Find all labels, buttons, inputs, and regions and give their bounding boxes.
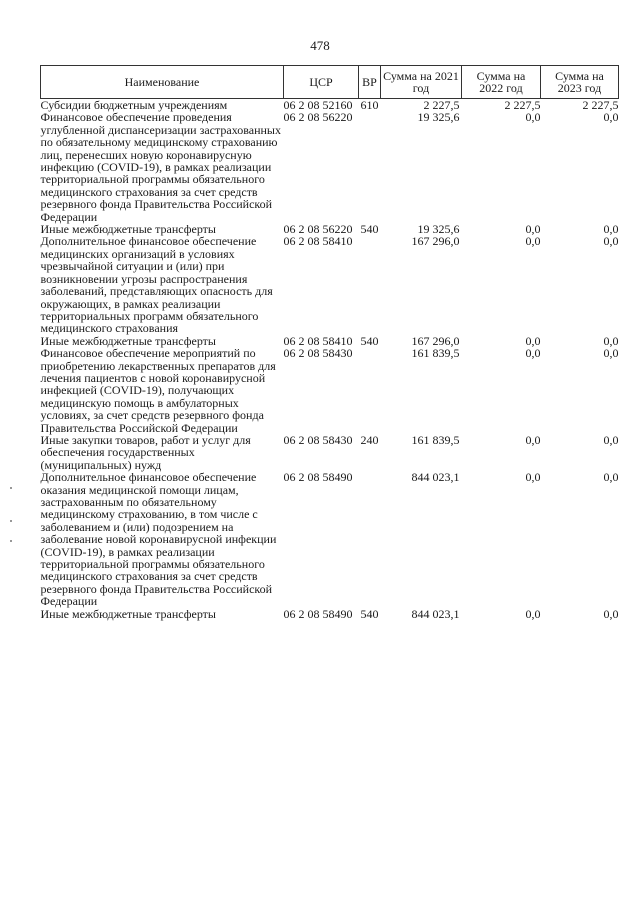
- row-vr: 610: [360, 98, 379, 112]
- header-row: [41, 66, 619, 99]
- row-csr: 06 2 08 58410: [283, 234, 353, 249]
- scan-artifact: [10, 520, 12, 522]
- row-sum-2022: 0,0: [525, 222, 541, 237]
- row-name: Иные межбюджетные трансферты: [40, 222, 216, 237]
- row-csr: 06 2 08 52160: [283, 98, 353, 112]
- table-row: [41, 608, 619, 620]
- row-vr: 540: [360, 606, 379, 621]
- page-number: 478: [310, 38, 330, 53]
- row-sum-2023: 0,0: [603, 234, 619, 249]
- row-sum-2023: 0,0: [603, 222, 619, 237]
- table-row: [41, 347, 619, 434]
- row-sum-2021: 167 296,0: [411, 333, 460, 348]
- row-sum-2023: 0,0: [603, 346, 619, 361]
- row-sum-2021: 844 023,1: [411, 470, 460, 485]
- row-sum-2021: 161 839,5: [411, 346, 460, 361]
- row-sum-2023: 0,0: [603, 432, 619, 447]
- header-sum-2021: Сумма на 2021 год: [381, 66, 462, 99]
- row-sum-2021: 167 296,0: [411, 234, 460, 249]
- budget-table: [40, 65, 619, 620]
- row-sum-2023: 0,0: [603, 333, 619, 348]
- row-name: Дополнительное финансовое обеспечение медицинских организаций в условиях чрезвычайной ситуации и (или) при возникновении угрозы распространения заболеваний, представляющих опасность для окружающих, в рамках реализации территориальных программ обязательного медицинского страхования: [40, 234, 273, 336]
- row-sum-2021: 19 325,6: [417, 222, 460, 237]
- row-sum-2021: 844 023,1: [411, 606, 460, 621]
- row-sum-2022: 0,0: [525, 432, 541, 447]
- row-sum-2021: 161 839,5: [411, 432, 460, 447]
- table-row: [41, 111, 619, 223]
- row-csr: 06 2 08 56220: [283, 222, 353, 237]
- row-name: Финансовое обеспечение мероприятий по приобретению лекарственных препаратов для лечения пациентов с новой коронавирусной инфекцией (COVID-19), получающих медицинскую помощь в амбулаторных условиях, за счет средств резервного фонда Правительства Российской Федерации: [40, 346, 276, 435]
- row-csr: 06 2 08 58490: [283, 470, 353, 485]
- row-sum-2021: 19 325,6: [417, 110, 460, 125]
- row-sum-2022: 2 227,5: [504, 98, 541, 112]
- table-row: [41, 434, 619, 471]
- row-vr: [359, 111, 381, 223]
- row-sum-2023: 0,0: [603, 470, 619, 485]
- row-sum-2022: 0,0: [525, 606, 541, 621]
- header-name: Наименование: [41, 66, 284, 99]
- row-sum-2022: 0,0: [525, 470, 541, 485]
- row-sum-2022: 0,0: [525, 346, 541, 361]
- row-vr: [359, 235, 381, 334]
- row-vr: [359, 347, 381, 434]
- row-sum-2021: 2 227,5: [423, 98, 460, 112]
- row-name: Иные межбюджетные трансферты: [40, 333, 216, 348]
- row-sum-2022: 0,0: [525, 234, 541, 249]
- row-name: Иные закупки товаров, работ и услуг для обеспечения государственных (муниципальных) нужд: [40, 432, 251, 472]
- header-sum-2023: Сумма на 2023 год: [541, 66, 619, 99]
- row-name: Дополнительное финансовое обеспечение оказания медицинской помощи лицам, застрахованным по обязательному медицинскому страхованию, в том числе с заболеванием и (или) подозрением на заболевание новой коронавирусной инфекции (COVID-19), в рамках реализации территориальной программы обязательного медицинского страхования за счет средств резервного фонда Правительства Российской Федерации: [40, 470, 277, 609]
- row-sum-2023: 2 227,5: [582, 98, 619, 112]
- row-name: Субсидии бюджетным учреждениям: [40, 98, 228, 112]
- row-name: Финансовое обеспечение проведения углубленной диспансеризации застрахованных по обязательному медицинскому страхованию лиц, перенесших новую коронавирусную инфекцию (COVID-19), в рамках реализации территориальной программы обязательного медицинского страхования за счет средств резервного фонда Правительства Российской Федерации: [40, 110, 281, 224]
- scan-artifact: [10, 487, 12, 489]
- header-csr: ЦСР: [284, 66, 359, 99]
- row-sum-2022: 0,0: [525, 110, 541, 125]
- row-name: Иные межбюджетные трансферты: [40, 606, 216, 621]
- row-csr: 06 2 08 58490: [283, 606, 353, 621]
- header-sum-2022: Сумма на 2022 год: [462, 66, 541, 99]
- row-csr: 06 2 08 58410: [283, 333, 353, 348]
- scan-artifact: [10, 540, 12, 542]
- row-csr: 06 2 08 58430: [283, 432, 353, 447]
- table-row: [41, 235, 619, 334]
- row-csr: 06 2 08 56220: [283, 110, 353, 125]
- table-row: [41, 471, 619, 607]
- header-vr: ВР: [359, 66, 381, 99]
- row-csr: 06 2 08 58430: [283, 346, 353, 361]
- row-sum-2023: 0,0: [603, 110, 619, 125]
- row-vr: 240: [360, 432, 379, 447]
- row-sum-2022: 0,0: [525, 333, 541, 348]
- row-vr: 540: [360, 333, 379, 348]
- row-sum-2023: 0,0: [603, 606, 619, 621]
- row-vr: 540: [360, 222, 379, 237]
- row-vr: [359, 471, 381, 607]
